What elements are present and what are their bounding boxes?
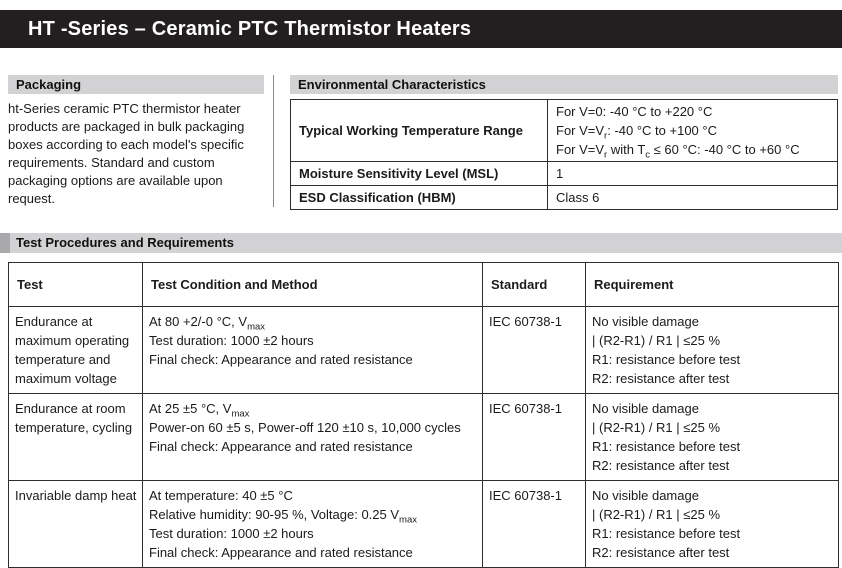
page-title-bar [0, 10, 842, 48]
env-value [548, 100, 838, 162]
requirement-line: R1: resistance before test [592, 352, 741, 367]
packaging-body: ht-Series ceramic PTC thermistor heater products are packaged in bulk packaging boxes according to each model's specific requirements. Standard and custom packaging options are available upon request. [8, 101, 245, 206]
test-name-text: Endurance at room temperature, cycling [15, 401, 133, 435]
condition-line: Final check: Appearance and rated resistance [149, 352, 413, 367]
standard-text: IEC 60738-1 [489, 488, 562, 503]
page-title: HT -Series – Ceramic PTC Thermistor Heaters [28, 18, 472, 40]
cell-standard [483, 394, 586, 481]
cell-condition [143, 481, 483, 568]
column-header-test: Test [9, 263, 143, 307]
cell-test-name [9, 481, 143, 568]
test-row-endurance-max [9, 307, 839, 394]
column-header-condition: Test Condition and Method [143, 263, 483, 307]
test-row-endurance-cycling [9, 394, 839, 481]
environmental-table [290, 99, 838, 210]
env-value-line: For $V=V_r$ with $T_c \le 60$ °C: -40 °C to +60 °C [556, 142, 800, 161]
cell-condition [143, 307, 483, 394]
packaging-heading-bar [8, 75, 264, 94]
condition-line: Power-on 60 ±5 s, Power-off 120 ±10 s, 10,000 cycles [149, 420, 461, 435]
standard-text: IEC 60738-1 [489, 314, 562, 329]
environmental-section [290, 75, 838, 210]
condition-line: Test duration: 1000 ±2 hours [149, 526, 314, 541]
requirement-line: R2: resistance after test [592, 458, 730, 473]
requirement-line: R1: resistance before test [592, 439, 741, 454]
env-value-line: For $V=V_r$: -40 °C to +100 °C [556, 123, 717, 142]
cell-standard [483, 481, 586, 568]
condition-line: At temperature: 40 ±5 °C [149, 488, 293, 503]
requirement-line: | (R2-R1) / R1 | ≤25 % [592, 333, 721, 348]
condition-line: Final check: Appearance and rated resistance [149, 545, 413, 560]
cell-requirement [586, 481, 839, 568]
section-marker [0, 233, 10, 253]
requirement-line: R2: resistance after test [592, 545, 730, 560]
test-row-damp-heat [9, 481, 839, 568]
cell-requirement [586, 394, 839, 481]
environmental-heading: Environmental Characteristics [298, 77, 486, 92]
test-name-text: Invariable damp heat [15, 488, 137, 503]
condition-line: Final check: Appearance and rated resistance [149, 439, 413, 454]
packaging-heading: Packaging [16, 77, 82, 92]
tests-table [8, 262, 839, 568]
cell-test-name [9, 394, 143, 481]
env-row-esd [291, 186, 838, 210]
env-value: Class 6 [548, 186, 838, 210]
environmental-heading-bar [290, 75, 838, 94]
column-header-standard: Standard [483, 263, 586, 307]
condition-line: At 80 +2/-0 °C, $V_{max}$ [149, 314, 266, 333]
env-label: Moisture Sensitivity Level (MSL) [291, 162, 548, 186]
standard-text: IEC 60738-1 [489, 401, 562, 416]
env-label: ESD Classification (HBM) [291, 186, 548, 210]
condition-line: Test duration: 1000 ±2 hours [149, 333, 314, 348]
env-value-line: For V=0: -40 °C to +220 °C [556, 104, 713, 119]
column-divider [273, 75, 274, 207]
requirement-line: | (R2-R1) / R1 | ≤25 % [592, 507, 721, 522]
env-row-msl [291, 162, 838, 186]
requirement-line: R2: resistance after test [592, 371, 730, 386]
condition-line: At 25 ±5 °C, $V_{max}$ [149, 401, 250, 420]
requirement-line: | (R2-R1) / R1 | ≤25 % [592, 420, 721, 435]
column-header-requirement: Requirement [586, 263, 839, 307]
tests-heading: Test Procedures and Requirements [16, 235, 234, 250]
condition-line: Relative humidity: 90-95 %, Voltage: 0.25 $V_{max}$ [149, 507, 417, 526]
packaging-section [8, 75, 264, 208]
cell-standard [483, 307, 586, 394]
env-row-temperature-range [291, 100, 838, 162]
cell-requirement [586, 307, 839, 394]
requirement-line: No visible damage [592, 488, 699, 503]
requirement-line: No visible damage [592, 314, 699, 329]
cell-condition [143, 394, 483, 481]
env-value: 1 [548, 162, 838, 186]
tests-header-row [9, 263, 839, 307]
cell-test-name [9, 307, 143, 394]
test-name-text: Endurance at maximum operating temperature and maximum voltage [15, 314, 130, 386]
requirement-line: No visible damage [592, 401, 699, 416]
requirement-line: R1: resistance before test [592, 526, 741, 541]
tests-heading-bar [0, 233, 842, 253]
env-label: Typical Working Temperature Range [291, 100, 548, 162]
